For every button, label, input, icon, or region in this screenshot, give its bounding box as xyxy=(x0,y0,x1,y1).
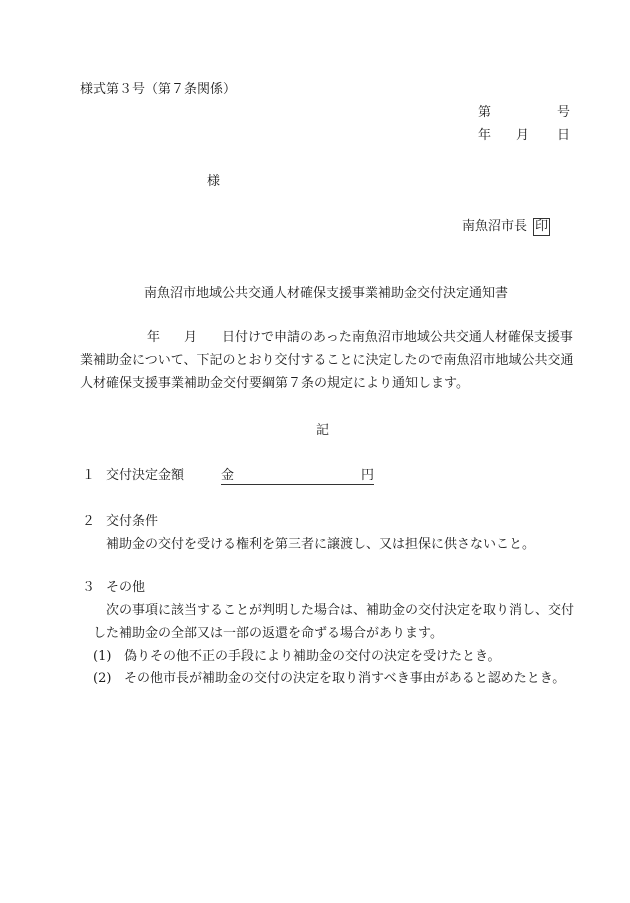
document-title: 南魚沼市地域公共交通人材確保支援事業補助金交付決定通知書 xyxy=(144,286,509,301)
body-date-month: 月 xyxy=(184,330,198,345)
item-2-number: ２ xyxy=(82,514,96,529)
body-line-3: 人材確保支援事業補助金交付要綱第７条の規定により通知します。 xyxy=(80,376,469,391)
amount-field xyxy=(221,469,374,485)
item-3-text-1: 次の事項に該当することが判明した場合は、補助金の交付決定を取り消し、交付 xyxy=(106,603,575,618)
amount-suffix: 円 xyxy=(360,468,374,483)
addressee-suffix: 様 xyxy=(207,174,221,189)
issuer-title: 南魚沼市長 xyxy=(462,219,528,234)
item-3-text-2: した補助金の全部又は一部の返還を命ずる場合があります。 xyxy=(93,626,443,641)
sub-item-1-text: 偽りその他不正の手段により補助金の交付の決定を受けたとき。 xyxy=(124,649,501,664)
body-line-1: 日付けで申請のあった南魚沼市地域公共交通人材確保支援事 xyxy=(222,330,573,345)
item-2-text: 補助金の交付を受ける権利を第三者に譲渡し、又は担保に供さないこと。 xyxy=(106,537,536,552)
amount-prefix: 金 xyxy=(221,468,235,483)
item-3-number: ３ xyxy=(82,580,96,595)
item-3-label: その他 xyxy=(106,580,146,595)
item-1-label: 交付決定金額 xyxy=(106,468,185,483)
doc-number-suffix: 号 xyxy=(557,105,571,120)
date-year: 年 xyxy=(478,128,492,143)
form-label: 様式第３号（第７条関係） xyxy=(80,82,237,97)
sub-item-2-number: (2) xyxy=(93,671,112,686)
item-1-number: １ xyxy=(82,468,96,483)
date-day: 日 xyxy=(557,128,571,143)
seal-stamp: 印 xyxy=(535,219,549,234)
issuer-block xyxy=(462,218,550,236)
item-2-label: 交付条件 xyxy=(106,514,159,529)
sub-item-1-number: (1) xyxy=(93,649,112,664)
body-date-year: 年 xyxy=(147,330,161,345)
date-month: 月 xyxy=(516,128,530,143)
sub-item-2-text: その他市長が補助金の交付の決定を取り消すべき事由があると認めたとき。 xyxy=(124,671,566,686)
body-line-2: 業補助金について、下記のとおり交付することに決定したので南魚沼市地域公共交通 xyxy=(80,353,574,368)
doc-number-prefix: 第 xyxy=(478,105,492,120)
ki-heading: 記 xyxy=(316,423,330,438)
